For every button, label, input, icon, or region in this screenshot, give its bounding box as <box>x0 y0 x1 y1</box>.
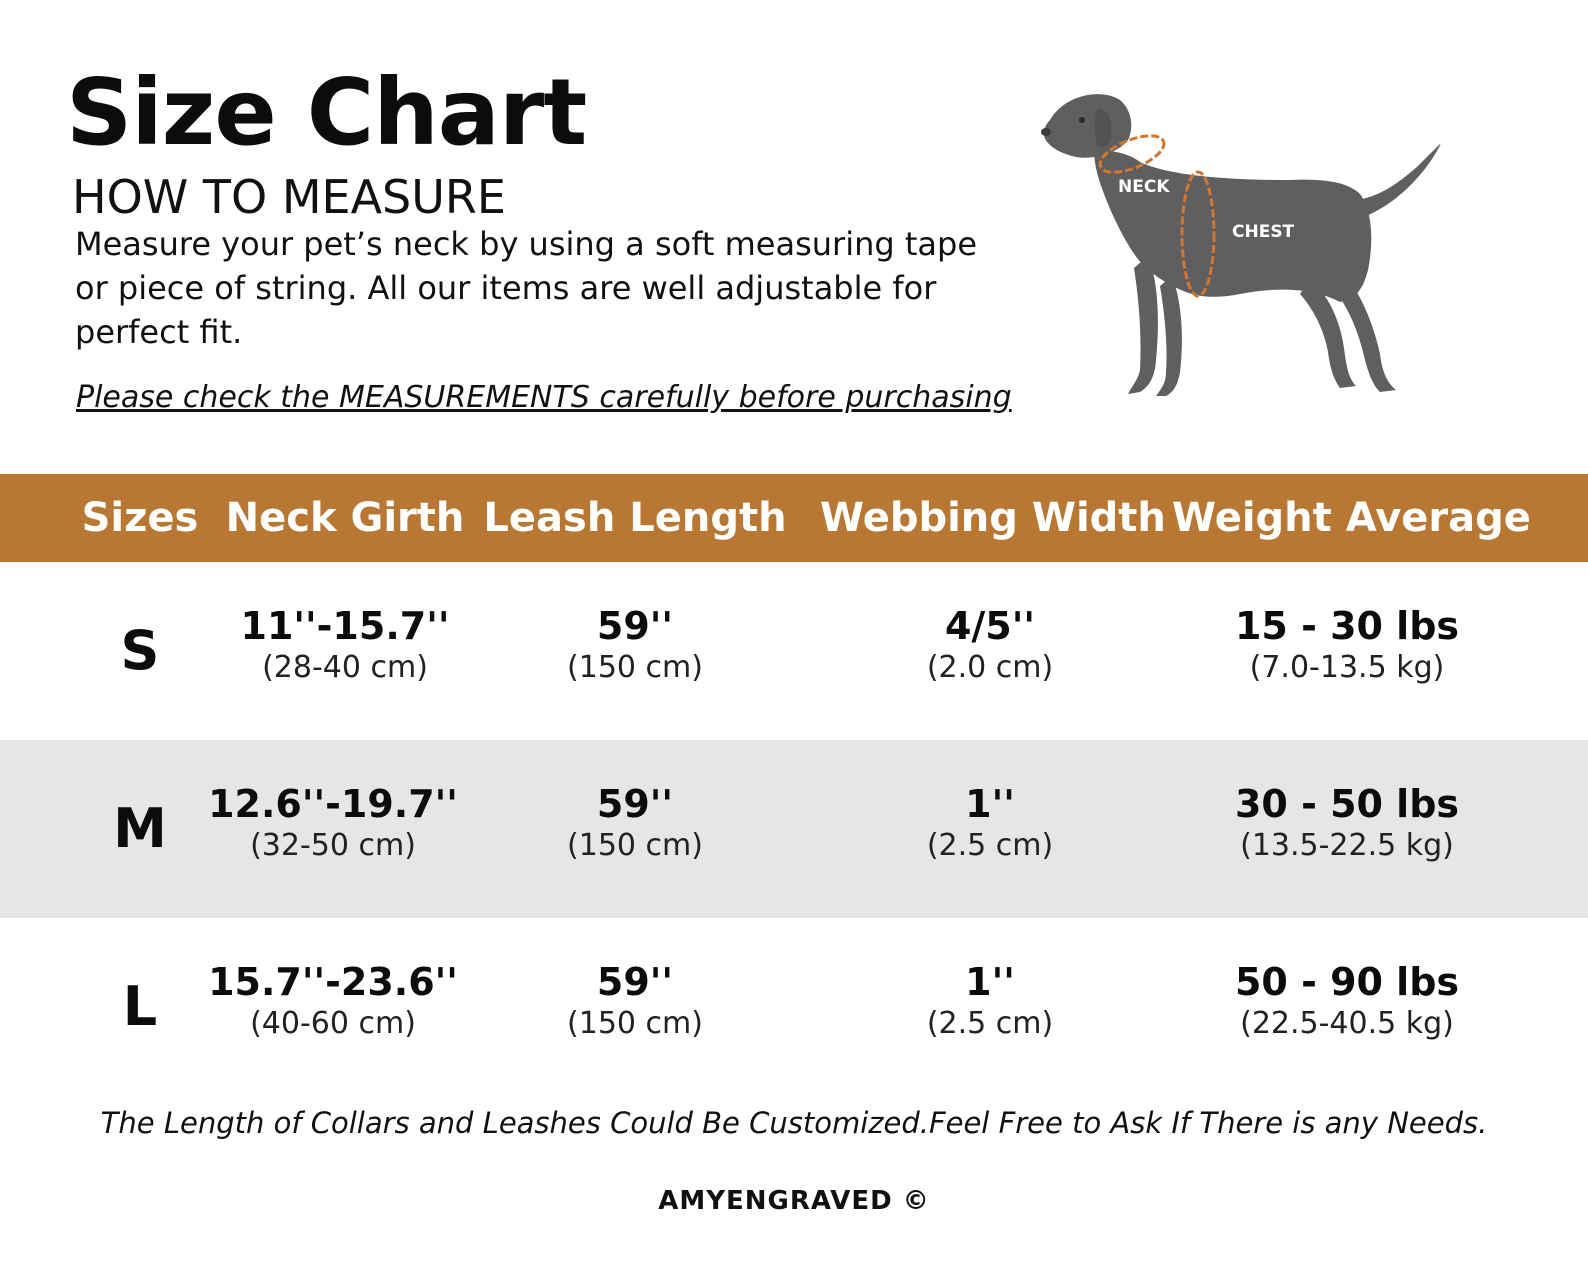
page-title: Size Chart <box>66 59 587 166</box>
weight-metric: (22.5-40.5 kg) <box>1240 1006 1454 1041</box>
brand-copyright: AMYENGRAVED © <box>658 1186 930 1216</box>
webbing-width-imperial: 4/5'' <box>944 604 1036 648</box>
weight-imperial: 50 - 90 lbs <box>1234 960 1460 1004</box>
column-header-leash-length: Leash Length <box>483 495 787 541</box>
leash-length-cell <box>480 918 790 1138</box>
table-row-l <box>0 918 1588 1096</box>
leash-length-metric: (150 cm) <box>567 828 703 863</box>
neck-girth-metric: (32-50 cm) <box>250 828 416 863</box>
leash-length-imperial: 59'' <box>596 782 674 826</box>
column-header-neck-girth: Neck Girth <box>225 495 465 541</box>
table-row-s <box>0 562 1588 740</box>
chest-label: CHEST <box>1232 222 1295 242</box>
measurement-warning: Please check the MEASUREMENTS carefully before purchasing <box>76 380 1012 415</box>
customization-note: The Length of Collars and Leashes Could Be Customized.Feel Free to Ask If There is any Needs. <box>100 1106 1488 1140</box>
webbing-width-metric: (2.5 cm) <box>926 1006 1054 1041</box>
table-header-row <box>0 474 1588 562</box>
column-header-webbing-width: Webbing Width <box>820 495 1166 541</box>
table-row-m <box>0 740 1588 918</box>
size-label: M <box>113 797 167 860</box>
neck-girth-metric: (28-40 cm) <box>262 650 428 685</box>
neck-girth-imperial: 12.6''-19.7'' <box>208 782 458 826</box>
size-label: L <box>122 975 158 1038</box>
neck-girth-metric: (40-60 cm) <box>250 1006 416 1041</box>
neck-girth-imperial: 15.7''-23.6'' <box>208 960 458 1004</box>
weight-metric: (7.0-13.5 kg) <box>1249 650 1445 685</box>
size-label: S <box>120 619 160 682</box>
dog-measure-illustration <box>1010 80 1480 420</box>
leash-length-imperial: 59'' <box>596 960 674 1004</box>
webbing-width-metric: (2.0 cm) <box>926 650 1054 685</box>
weight-imperial: 30 - 50 lbs <box>1234 782 1460 826</box>
neck-girth-imperial: 11''-15.7'' <box>240 604 450 648</box>
webbing-width-imperial: 1'' <box>965 782 1015 826</box>
column-header-sizes: Sizes <box>81 495 199 541</box>
column-header-weight-average: Weight Average <box>1172 495 1531 541</box>
measure-instructions: Measure your pet’s neck by using a soft measuring tape or piece of string. All our items are well adjustable for perfect fit. <box>75 225 977 351</box>
how-to-measure-heading: HOW TO MEASURE <box>72 170 506 224</box>
dog-body <box>1041 94 1441 396</box>
weight-imperial: 15 - 30 lbs <box>1234 604 1460 648</box>
size-table <box>0 474 1588 1096</box>
webbing-width-metric: (2.5 cm) <box>926 828 1054 863</box>
webbing-width-cell <box>820 918 1160 1138</box>
leash-length-metric: (150 cm) <box>567 650 703 685</box>
weight-metric: (13.5-22.5 kg) <box>1240 828 1454 863</box>
neck-label: NECK <box>1118 177 1170 197</box>
dog-silhouette-icon <box>1010 80 1480 420</box>
webbing-width-imperial: 1'' <box>965 960 1015 1004</box>
weight-average-cell <box>1172 918 1522 1138</box>
leash-length-imperial: 59'' <box>596 604 674 648</box>
leash-length-metric: (150 cm) <box>567 1006 703 1041</box>
neck-girth-cell <box>208 918 458 1138</box>
